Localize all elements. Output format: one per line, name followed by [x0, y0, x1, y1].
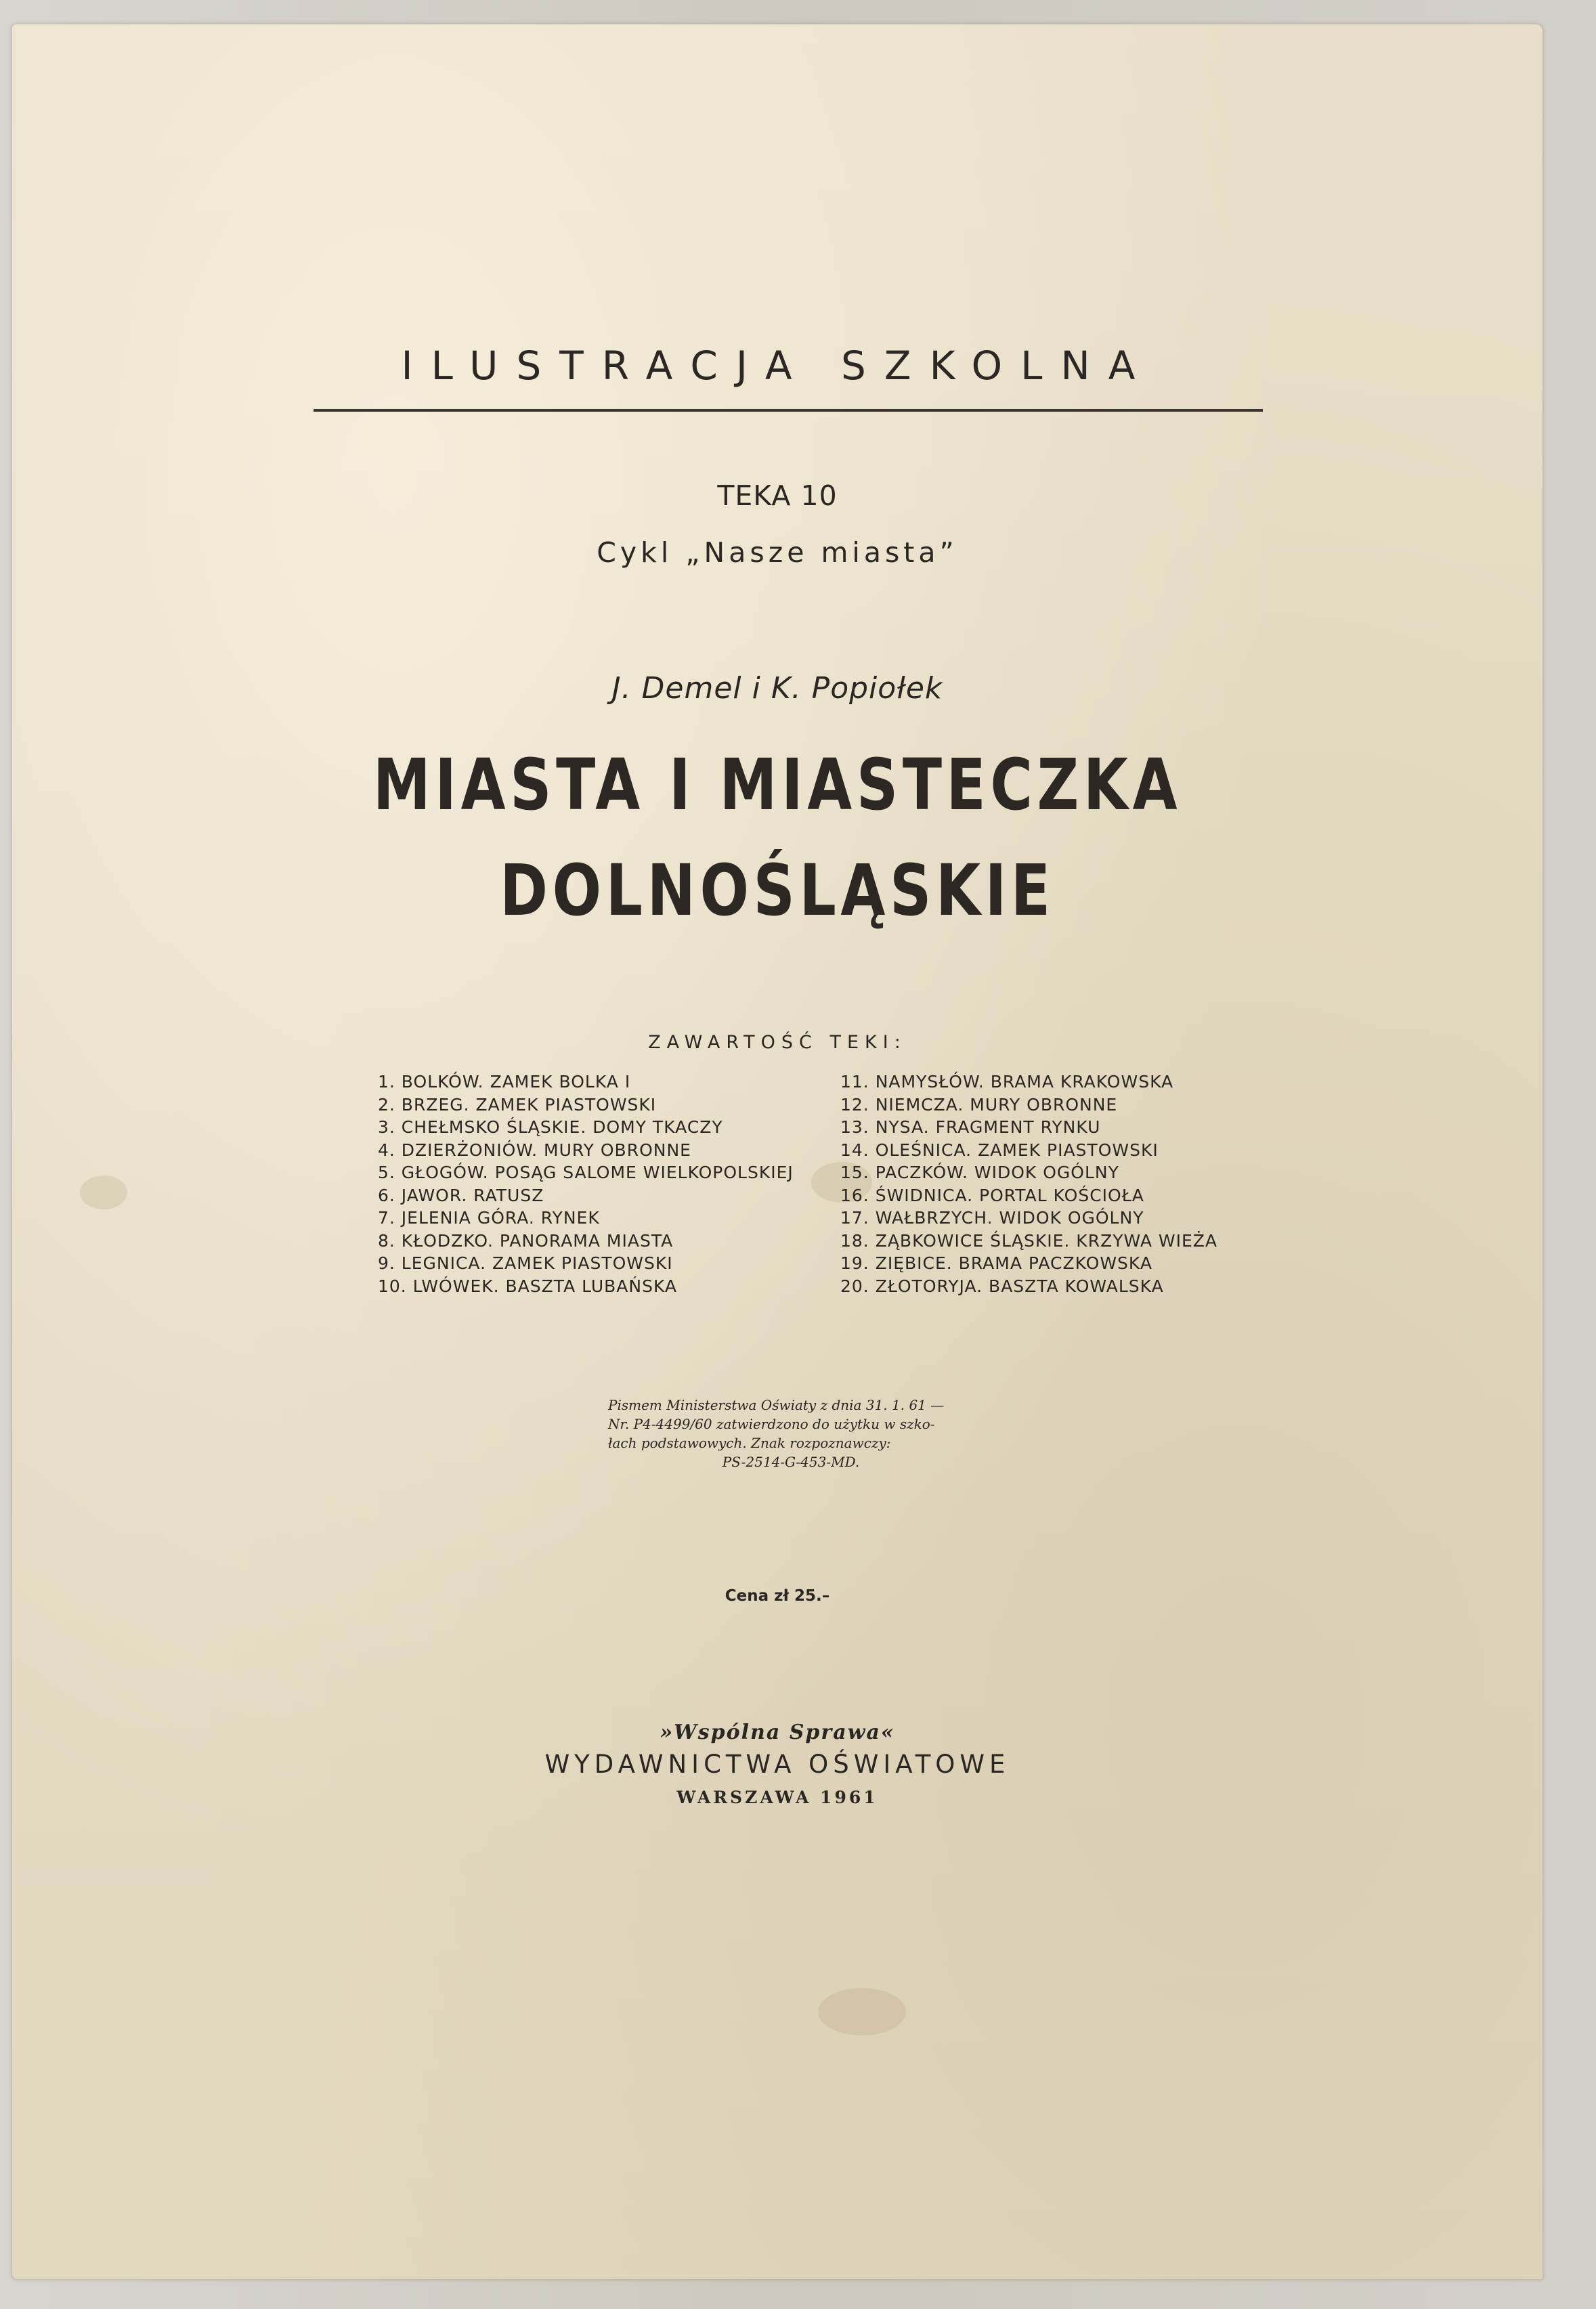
series-underline	[314, 409, 1263, 412]
list-item: 19. ZIĘBICE. BRAMA PACZKOWSKA	[840, 1253, 1152, 1273]
list-item: 10. LWÓWEK. BASZTA LUBAŃSKA	[378, 1276, 678, 1296]
contents-heading: ZAWARTOŚĆ TEKI:	[648, 1032, 907, 1053]
ministry-approval-note	[608, 1396, 974, 1471]
list-item: 1. BOLKÓW. ZAMEK BOLKA I	[378, 1072, 631, 1092]
list-item: 8. KŁODZKO. PANORAMA MIASTA	[378, 1230, 674, 1251]
list-item: 15. PACZKÓW. WIDOK OGÓLNY	[840, 1163, 1119, 1182]
note-line: Nr. P4-4499/60 zatwierdzono do użytku w szko-	[608, 1416, 935, 1432]
cover-sheet	[12, 24, 1543, 2279]
list-item: 13. NYSA. FRAGMENT RYNKU	[840, 1117, 1101, 1137]
portfolio-number: TEKA 10	[717, 479, 838, 512]
main-title-line-2: DOLNOŚLĄSKIE	[500, 849, 1055, 932]
list-item: 4. DZIERŻONIÓW. MURY OBRONNE	[378, 1140, 691, 1160]
list-item: 9. LEGNICA. ZAMEK PIASTOWSKI	[378, 1253, 673, 1273]
cycle-name: Cykl „Nasze miasta”	[597, 536, 958, 569]
paper-stain	[818, 1988, 906, 2035]
list-item: 17. WAŁBRZYCH. WIDOK OGÓLNY	[840, 1208, 1144, 1228]
authors: J. Demel i K. Popiołek	[611, 671, 943, 706]
city-year: WARSZAWA 1961	[676, 1788, 878, 1807]
paper-stain	[80, 1175, 127, 1209]
list-item: 3. CHEŁMSKO ŚLĄSKIE. DOMY TKACZY	[378, 1117, 723, 1137]
press-name: WYDAWNICTWA OŚWIATOWE	[544, 1750, 1010, 1779]
price: Cena zł 25.–	[725, 1587, 830, 1605]
list-item: 12. NIEMCZA. MURY OBRONNE	[840, 1094, 1118, 1115]
series-title: ILUSTRACJA SZKOLNA	[401, 343, 1154, 389]
contents-list-left	[378, 1071, 794, 1297]
main-title-line-1: MIASTA I MIASTECZKA	[372, 743, 1182, 826]
list-item: 16. ŚWIDNICA. PORTAL KOŚCIOŁA	[840, 1185, 1144, 1205]
note-line: PS-2514-G-453-MD.	[722, 1454, 860, 1470]
note-line: Pismem Ministerstwa Oświaty z dnia 31. 1. 61 —	[608, 1397, 945, 1413]
list-item: 11. NAMYSŁÓW. BRAMA KRAKOWSKA	[840, 1072, 1174, 1092]
list-item: 18. ZĄBKOWICE ŚLĄSKIE. KRZYWA WIEŻA	[840, 1230, 1217, 1251]
list-item: 14. OLEŚNICA. ZAMEK PIASTOWSKI	[840, 1140, 1159, 1160]
publisher-name: »Wspólna Sprawa«	[660, 1721, 895, 1744]
list-item: 7. JELENIA GÓRA. RYNEK	[378, 1208, 600, 1228]
note-line: łach podstawowych. Znak rozpoznawczy:	[608, 1435, 891, 1451]
list-item: 5. GŁOGÓW. POSĄG SALOME WIELKOPOLSKIEJ	[378, 1163, 794, 1182]
contents-list-right	[840, 1071, 1217, 1297]
list-item: 2. BRZEG. ZAMEK PIASTOWSKI	[378, 1094, 657, 1115]
list-item: 6. JAWOR. RATUSZ	[378, 1185, 544, 1205]
list-item: 20. ZŁOTORYJA. BASZTA KOWALSKA	[840, 1276, 1164, 1296]
